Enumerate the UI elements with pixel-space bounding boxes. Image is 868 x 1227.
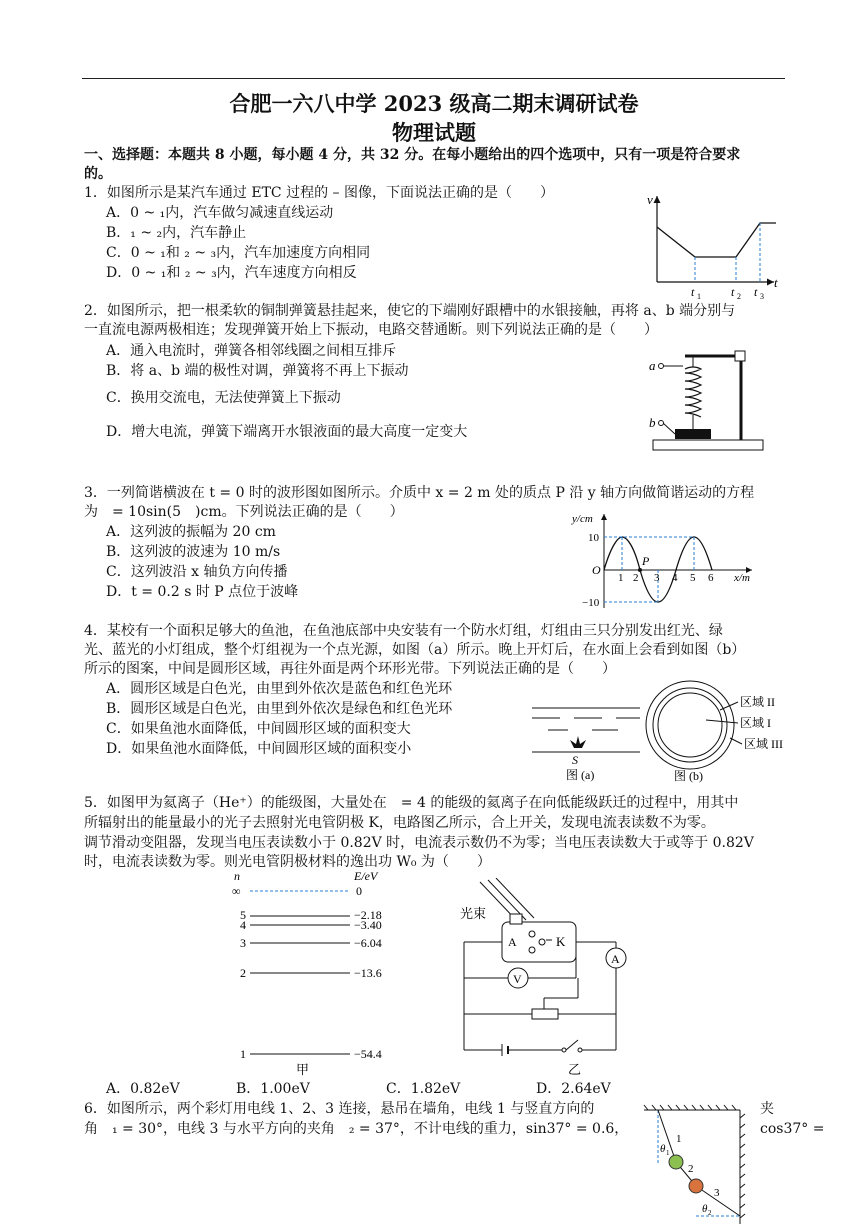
q6-theta-2: θ xyxy=(702,1203,708,1215)
q5-stem-line1: 5．如图甲为氦离子（He⁺）的能级图，大量处在 = 4 的能级的氦离子在向低能级跃迁的过程中，用其中 xyxy=(84,795,739,811)
q5-level-3-e: −6.04 xyxy=(354,936,382,950)
q5-option-a: A．0.82eV xyxy=(106,1081,180,1097)
q4-option-a: A．圆形区域是白色光，由里到外依次是蓝色和红色光环 xyxy=(106,681,453,697)
section-heading: 一、选择题：本题共 8 小题，每小题 4 分，共 32 分。在每小题给出的四个选项中，只有一项是符合要求 xyxy=(84,147,741,163)
q2-stem-line1: 2．如图所示，把一根柔软的铜制弹簧悬挂起来，使它的下端刚好跟槽中的水银接触，再将 a、b 端分别与 xyxy=(84,303,736,319)
q1-tick-t3: t xyxy=(754,285,758,299)
q5-stem-line4: 时，电流表读数为零。则光电管阴极材料的逸出功 W₀ 为（ ） xyxy=(84,854,491,870)
q1-tick-t2-sub: 2 xyxy=(737,292,741,301)
q6-stem-line2: 角 ₁ = 30°，电线 3 与水平方向的夹角 ₂ = 37°，不计电线的重力，sin37° = 0.6， xyxy=(84,1121,629,1137)
q5-axis-e: E/eV xyxy=(354,869,378,883)
q4-option-d: D．如果鱼池水面降低，中间圆形区域的面积变小 xyxy=(106,741,412,757)
q3-origin: O xyxy=(592,563,601,577)
q6-stem-line2-end: cos37° = xyxy=(760,1121,825,1137)
q1-tick-t1: t xyxy=(691,285,695,299)
exam-subtitle: 物理试题 xyxy=(392,120,476,145)
q5-option-d: D．2.64eV xyxy=(536,1081,611,1097)
q5-phototube-circuit xyxy=(458,878,638,1078)
q6-stem-line1: 6．如图所示，两个彩灯用电线 1、2、3 连接，悬吊在墙角，电线 1 与竖直方向的 xyxy=(84,1101,595,1117)
q5-level-4-n: 4 xyxy=(240,918,246,932)
q4-region-3: 区域 III xyxy=(744,737,783,751)
q2-option-d: D．增大电流，弹簧下端离开水银液面的最大高度一定变大 xyxy=(106,424,468,440)
q3-option-a: A．这列波的振幅为 20 cm xyxy=(106,524,276,540)
q3-stem-line1: 3．一列简谐横波在 t = 0 时的波形图如图所示。介质中 x = 2 m 处的质点 P 沿 y 轴方向做简谐运动的方程 xyxy=(84,485,755,501)
q3-wave-graph xyxy=(570,510,760,612)
q3-axis-x: x/m xyxy=(734,572,750,584)
header-rule xyxy=(82,78,785,79)
q5-level-1-e: −54.4 xyxy=(354,1047,382,1061)
q3-option-b: B．这列波的波速为 10 m/s xyxy=(106,544,281,560)
q5-ammeter: A xyxy=(611,952,620,966)
q5-beam-label: 光束 xyxy=(460,906,487,921)
q1-axis-v: v xyxy=(647,192,653,207)
q5-axis-n: n xyxy=(234,869,240,883)
q5-fig-yi: 乙 xyxy=(568,1062,582,1077)
q5-level-inf-n: ∞ xyxy=(232,884,241,898)
q6-stem-line1-end: 夹 xyxy=(760,1101,774,1117)
q5-option-b: B．1.00eV xyxy=(236,1081,310,1097)
q5-level-5-n: 5 xyxy=(240,908,246,922)
q4-pond-figure-a xyxy=(528,700,648,782)
q5-voltmeter: V xyxy=(513,972,522,986)
q5-level-5-e: −2.18 xyxy=(354,908,382,922)
q4-fig-a-caption: 图 (a) xyxy=(566,768,595,782)
q5-stem-line3: 调节滑动变阻器，发现当电压表读数小于 0.82V 时，电流表示数仍不为零；当电压表读数大于或等于 0.82V xyxy=(84,835,754,851)
q1-option-b: B．₁ ~ ₂内，汽车静止 xyxy=(106,225,247,241)
q4-stem-line2: 光、蓝光的小灯组成，整个灯组视为一个点光源，如图（a）所示。晚上开灯后，在水面上会看到如图（b） xyxy=(84,642,746,658)
q4-region-2: 区域 II xyxy=(740,695,775,709)
q4-region-1: 区域 I xyxy=(740,716,771,730)
section-heading-cont: 的。 xyxy=(84,166,112,182)
q6-wire-3: 3 xyxy=(714,1187,720,1199)
q1-option-c: C．0 ~ ₁和 ₂ ~ ₃内，汽车加速度方向相同 xyxy=(106,245,371,261)
q5-level-3-n: 3 xyxy=(240,936,246,950)
q4-option-c: C．如果鱼池水面降低，中间圆形区域的面积变大 xyxy=(106,721,411,737)
q1-tick-t2: t xyxy=(731,285,735,299)
q2-terminal-b: b xyxy=(649,415,656,430)
q2-option-c: C．换用交流电，无法使弹簧上下振动 xyxy=(106,390,341,406)
q2-option-a: A．通入电流时，弹簧各相邻线圈之间相互排斥 xyxy=(106,343,397,359)
q5-level-2-e: −13.6 xyxy=(354,966,382,980)
q1-stem: 1．如图所示是某汽车通过 ETC 过程的 – 图像，下面说法正确的是（ ） xyxy=(84,185,554,201)
q6-lanterns-figure xyxy=(640,1104,752,1226)
q1-axis-t: t xyxy=(774,275,778,290)
exam-title: 合肥一六八中学 2023 级高二期末调研试卷 xyxy=(229,91,639,116)
q1-tick-t3-sub: 3 xyxy=(760,292,764,301)
q5-stem-line2: 所辐射出的能量最小的光子去照射光电管阴极 K，电路图乙所示，合上开关，发现电流表读数不为零。 xyxy=(84,815,715,831)
q3-y-neg10: −10 xyxy=(582,597,600,609)
q6-theta-2-sub: 2 xyxy=(708,1209,712,1217)
q5-level-2-n: 2 xyxy=(240,966,246,980)
q5-option-c: C．1.82eV xyxy=(386,1081,461,1097)
q4-stem-line3: 所示的图案，中间是圆形区域，再往外面是两个环形光带。下列说法正确的是（ ） xyxy=(84,661,616,677)
q3-axis-y: y/cm xyxy=(572,513,593,525)
q3-stem-line2: 为 = 10sin(5 )cm。下列说法正确的是（ ） xyxy=(84,504,404,520)
q3-option-d: D．t = 0.2 s 时 P 点位于波峰 xyxy=(106,584,299,600)
q3-x-tick-4: 4 xyxy=(672,572,678,584)
q4-stem-line1: 4．某校有一个面积足够大的鱼池，在鱼池底部中央安装有一个防水灯组，灯组由三只分别发出红光、绿 xyxy=(84,623,723,639)
q4-rings-figure-b xyxy=(638,680,818,784)
q2-stem-line2: 一直流电源两极相连；发现弹簧开始上下振动，电路交替通断。则下列说法正确的是（ ） xyxy=(84,322,658,338)
q3-x-tick-3: 3 xyxy=(654,572,660,584)
q6-wire-2: 2 xyxy=(688,1163,694,1175)
q3-x-tick-2: 2 xyxy=(633,572,639,584)
q5-level-inf-e: 0 xyxy=(356,884,362,898)
q1-tick-t1-sub: 1 xyxy=(697,292,701,301)
q4-option-b: B．圆形区域是白色光，由里到外依次是绿色和红色光环 xyxy=(106,701,453,717)
q6-wire-1: 1 xyxy=(676,1133,682,1145)
q1-vt-graph xyxy=(640,190,790,302)
q5-cathode-k: K xyxy=(556,934,566,949)
q1-option-a: A．0 ~ ₁内，汽车做匀减速直线运动 xyxy=(106,205,334,221)
q2-option-b: B．将 a、b 端的极性对调，弹簧将不再上下振动 xyxy=(106,363,409,379)
q5-energy-level-diagram xyxy=(228,866,398,1078)
q6-theta-1: θ xyxy=(660,1143,666,1155)
q3-x-tick-5: 5 xyxy=(690,572,696,584)
q3-x-tick-6: 6 xyxy=(708,572,714,584)
q4-fig-b-caption: 图 (b) xyxy=(674,769,703,783)
q2-terminal-a: a xyxy=(649,358,656,373)
q2-spring-apparatus xyxy=(645,345,765,455)
q3-y-10: 10 xyxy=(588,532,599,544)
q4-source-s: S xyxy=(572,753,578,767)
q3-option-c: C．这列波沿 x 轴负方向传播 xyxy=(106,564,288,580)
q5-level-1-n: 1 xyxy=(240,1047,246,1061)
q5-anode: A xyxy=(508,935,517,949)
q3-point-p: P xyxy=(642,554,650,568)
q5-level-4-e: −3.40 xyxy=(354,918,382,932)
q6-theta-1-sub: 1 xyxy=(666,1149,670,1157)
q5-fig-jia: 甲 xyxy=(296,1062,310,1077)
q1-option-d: D．0 ~ ₁和 ₂ ~ ₃内，汽车速度方向相反 xyxy=(106,265,357,281)
q3-x-tick-1: 1 xyxy=(618,572,624,584)
